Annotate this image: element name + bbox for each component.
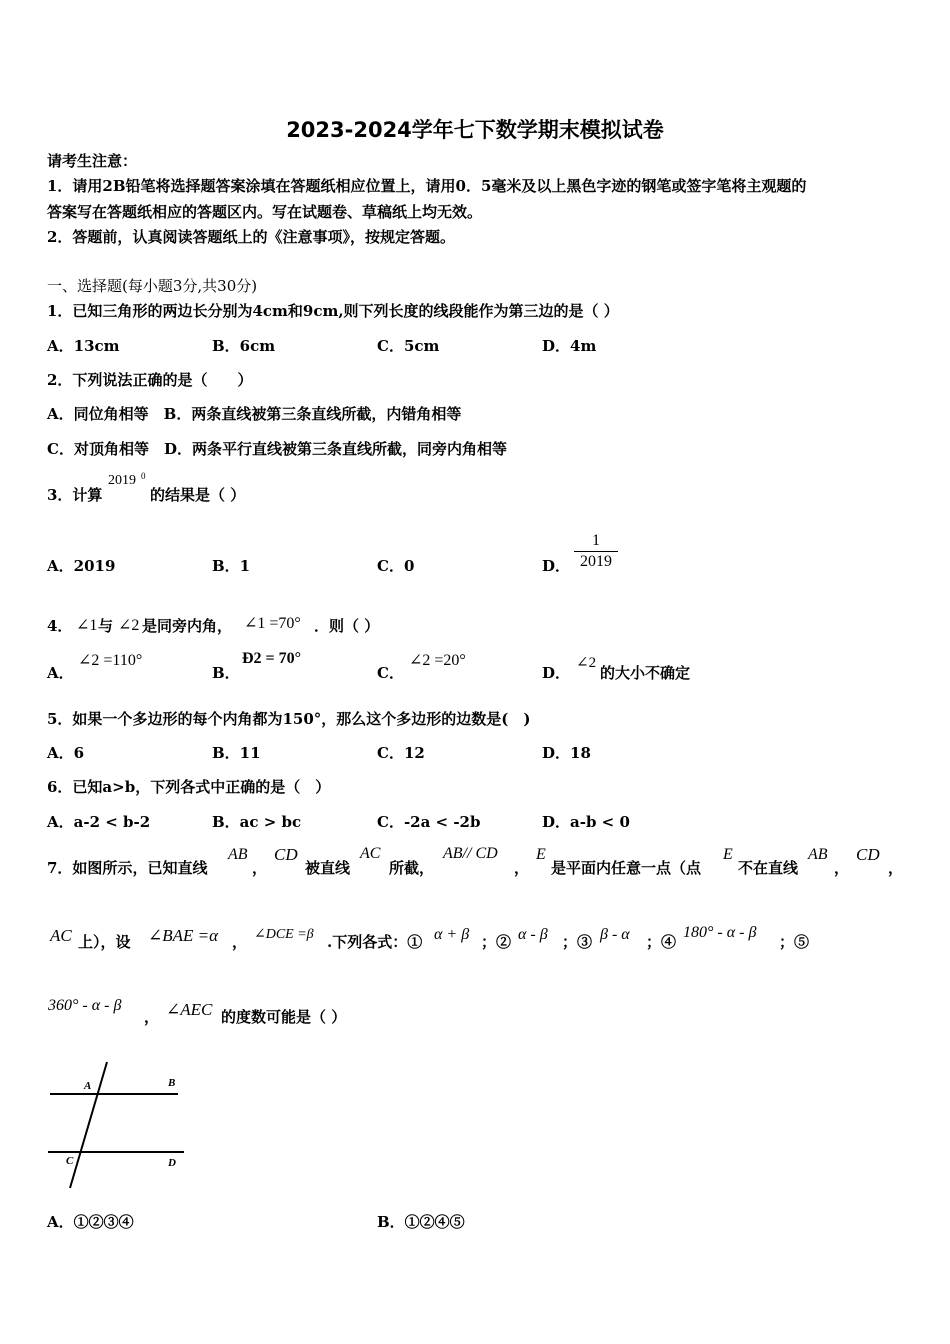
q7-text-7: ， [834, 859, 850, 877]
label-a: A [84, 1080, 92, 1092]
q7-formula-5: 360° - α - β [48, 997, 122, 1014]
q7-text-16: ， [144, 1008, 160, 1026]
q7-text-9: 上），设 [78, 933, 131, 951]
q7-text-11: .下列各式：① [327, 933, 423, 951]
q7-text-10: ， [232, 933, 248, 951]
q7-text-1: 7．如图所示，已知直线 [47, 859, 208, 877]
q4-option-c-label: C． [377, 664, 404, 682]
q4-text-relation: 是同旁内角， [142, 617, 233, 635]
q7-option-b: B．①②④⑤ [377, 1213, 465, 1231]
q3-option-c: C．0 [377, 557, 415, 575]
q4-option-a-label: A． [47, 664, 74, 682]
q5-option-b: B．11 [212, 744, 261, 762]
q7-option-a: A．①②③④ [47, 1213, 134, 1231]
q4-option-b-label: B． [212, 664, 240, 682]
q5-option-c: C．12 [377, 744, 425, 762]
q6-option-a: A．a-2 < b-2 [47, 813, 151, 831]
q5-option-a: A．6 [47, 744, 85, 762]
q7-formula-4: 180° - α - β [683, 924, 757, 941]
q4-angle-1: ∠1 [76, 617, 98, 634]
q4-text-and: 与 [98, 617, 114, 635]
q7-line-ac: AC [360, 845, 381, 862]
notice-line-1: 1．请用2B铅笔将选择题答案涂填在答题纸相应位置上，请用0．5毫米及以上黑色字迹的钢笔或签字笔将主观题的 [47, 177, 807, 195]
q6-stem: 6．已知a>b，下列各式中正确的是（ ） [47, 778, 331, 796]
q3-expression: 2019 [108, 473, 136, 488]
q7-text-15: ；⑤ [779, 933, 810, 951]
q3-option-b: B．1 [212, 557, 251, 575]
q4-option-c-expr: ∠2 =20° [409, 652, 466, 669]
q7-angle-bae: ∠BAE =α [148, 926, 219, 945]
fraction-denominator: 2019 [580, 553, 612, 570]
q7-comma: ， [252, 859, 268, 877]
q7-formula-2: α - β [518, 926, 548, 943]
page-title: 2023-2024学年七下数学期末模拟试卷 [286, 118, 664, 142]
q5-option-d: D．18 [542, 744, 591, 762]
notice-line-3: 2．答题前，认真阅读答题纸上的《注意事项》，按规定答题。 [47, 228, 455, 246]
q4-option-d-text: 的大小不确定 [600, 664, 691, 682]
section-heading: 一、选择题(每小题3分,共30分) [47, 277, 258, 295]
q4-option-a-expr: ∠2 =110° [78, 652, 143, 669]
label-c: C [66, 1155, 74, 1167]
q7-line-ac-2: AC [50, 926, 72, 945]
q3-stem-suffix: 的结果是（ ） [150, 486, 246, 504]
q7-figure-parallel-lines [44, 1060, 194, 1195]
q7-text-13: ；③ [562, 933, 593, 951]
q3-stem-prefix: 3．计算 [47, 486, 103, 504]
q7-line-cd-2: CD [856, 845, 880, 864]
label-d: D [168, 1157, 176, 1169]
q7-parallel: AB// CD [443, 845, 498, 862]
q6-option-c: C．-2a < -2b [377, 813, 481, 831]
q5-stem: 5．如果一个多边形的每个内角都为150°，那么这个多边形的边数是( ) [47, 710, 531, 728]
q3-option-d: D． [542, 557, 571, 575]
q7-text-2: 被直线 [305, 859, 351, 877]
q1-option-c: C．5cm [377, 337, 440, 355]
notice-heading: 请考生注意： [47, 152, 138, 170]
q4-given-angle: ∠1 =70° [244, 615, 301, 632]
q1-option-b: B．6cm [212, 337, 276, 355]
q7-line-cd: CD [274, 845, 298, 864]
q1-option-a: A．13cm [47, 337, 120, 355]
fraction-numerator: 1 [574, 532, 618, 552]
q7-angle-dce: ∠DCE =β [254, 927, 314, 942]
q7-text-14: ；④ [646, 933, 677, 951]
q4-number: 4． [47, 617, 73, 635]
q7-text-5: 是平面内任意一点（点 [551, 859, 702, 877]
q7-point-e: E [536, 846, 546, 863]
q2-stem: 2．下列说法正确的是（ ） [47, 371, 253, 389]
q7-text-4: ， [514, 859, 530, 877]
q4-angle-2: ∠2 [118, 617, 140, 634]
q4-text-then: ．则（ ） [314, 617, 380, 635]
q3-option-d-fraction [574, 532, 618, 571]
q7-formula-3: β - α [600, 926, 630, 943]
q4-option-d-expr: ∠2 [576, 655, 597, 671]
q7-text-12: ；② [481, 933, 512, 951]
q7-line-ab: AB [228, 846, 248, 863]
q1-option-d: D．4m [542, 337, 597, 355]
q2-options-row-1: A．同位角相等 B．两条直线被第三条直线所截，内错角相等 [47, 405, 462, 423]
q7-formula-1: α + β [434, 926, 470, 943]
q6-option-d: D．a-b < 0 [542, 813, 630, 831]
q3-option-a: A．2019 [47, 557, 116, 575]
q7-text-3: 所截， [389, 859, 435, 877]
q7-text-8: ， [888, 859, 904, 877]
q6-option-b: B．ac > bc [212, 813, 302, 831]
q7-point-e-2: E [723, 846, 733, 863]
q1-stem: 1．已知三角形的两边长分别为4cm和9cm,则下列长度的线段能作为第三边的是（ ） [47, 302, 619, 320]
q7-line-ab-2: AB [808, 846, 828, 863]
q4-option-d-label: D． [542, 664, 571, 682]
q7-text-6: 不在直线 [738, 859, 799, 877]
q2-options-row-2: C．对顶角相等 D．两条平行直线被第三条直线所截，同旁内角相等 [47, 440, 507, 458]
q7-angle-aec: ∠AEC [166, 1000, 213, 1019]
label-b: B [168, 1077, 176, 1089]
q4-option-b-expr: Ð2 = 70° [242, 650, 302, 667]
notice-line-2: 答案写在答题纸相应的答题区内。写在试题卷、草稿纸上均无效。 [47, 203, 483, 221]
q7-text-17: 的度数可能是（ ） [221, 1008, 347, 1026]
q3-exponent: 0 [141, 471, 146, 481]
